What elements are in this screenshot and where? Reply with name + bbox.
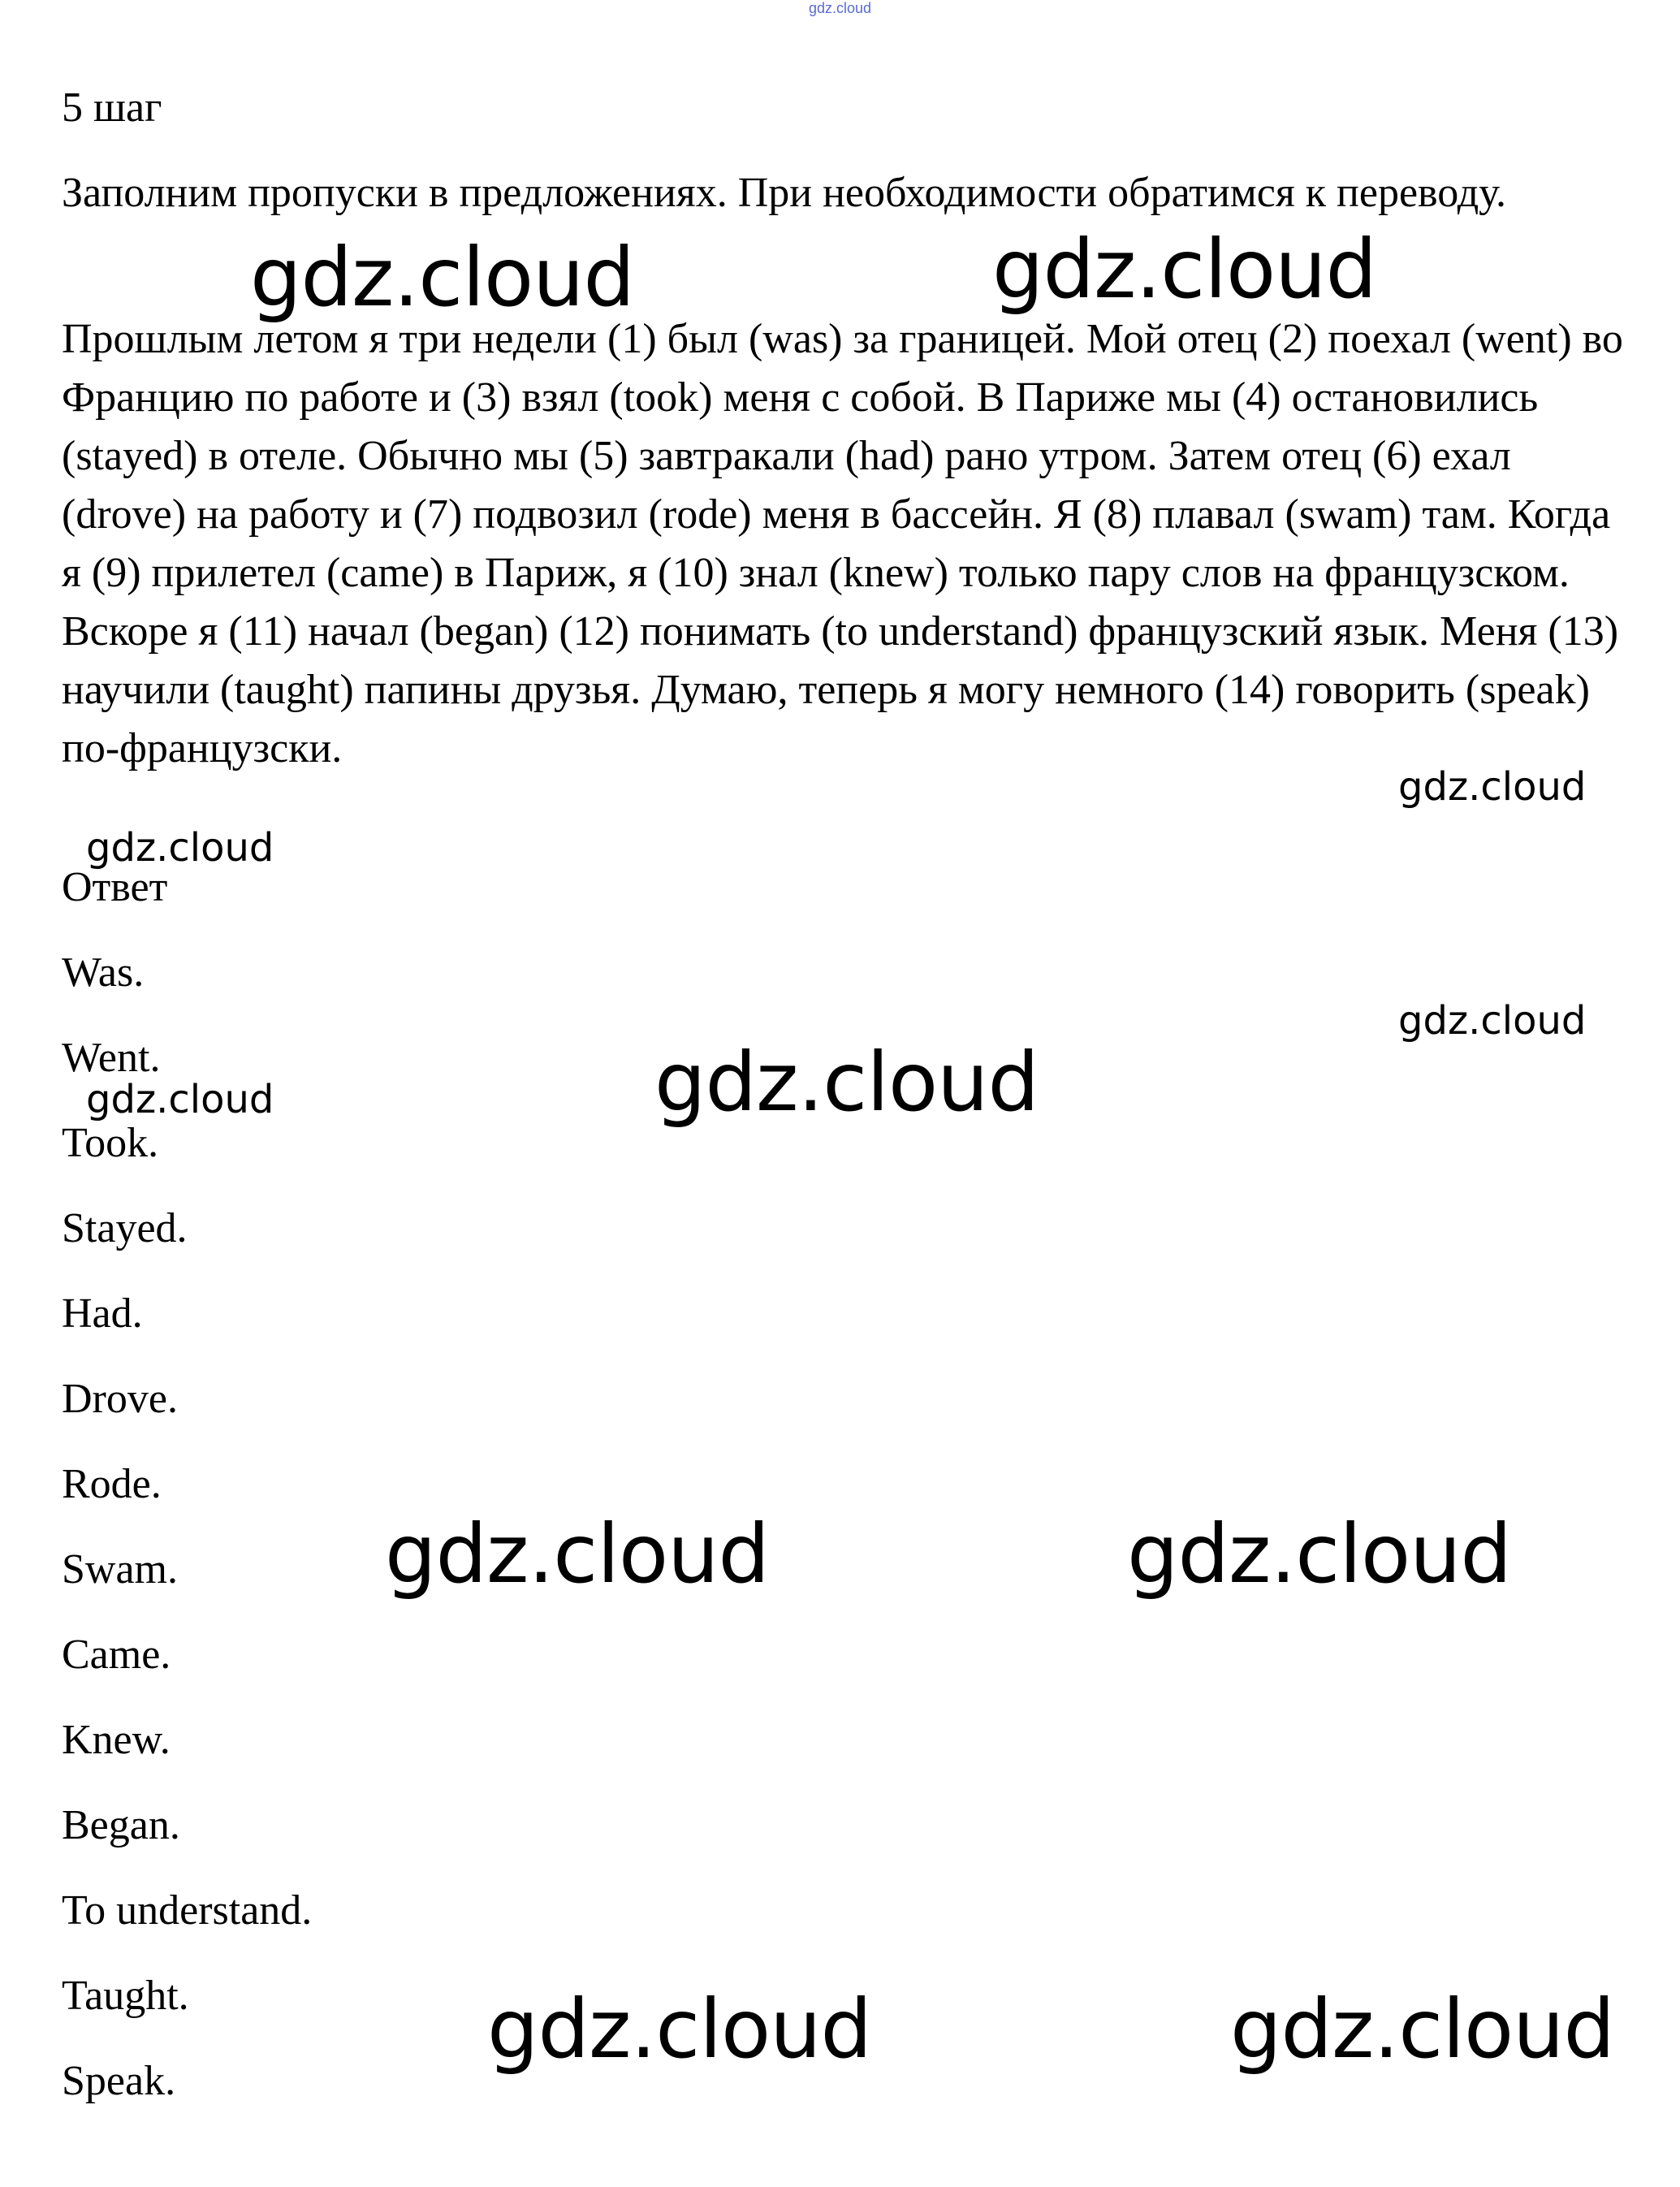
answer-item: Rode. — [62, 1461, 162, 1507]
watermark: gdz.cloud — [250, 230, 635, 325]
answer-item: Began. — [62, 1802, 180, 1848]
watermark: gdz.cloud — [86, 1077, 274, 1122]
answer-item: Went. — [62, 1035, 161, 1081]
answer-item: Knew. — [62, 1717, 171, 1763]
watermark: gdz.cloud — [1127, 1506, 1512, 1601]
watermark: gdz.cloud — [86, 825, 274, 871]
step-title: 5 шаг — [62, 84, 162, 131]
answer-list — [62, 948, 312, 2142]
answer-item: Swam. — [62, 1546, 178, 1593]
watermark: gdz.cloud — [1398, 764, 1587, 810]
answer-item: Was. — [62, 949, 145, 996]
answer-item: Taught. — [62, 1973, 189, 2019]
story-text: Прошлым летом я три недели (1) был (was) за границей. Мой отец (2) поехал (went) во Францию по работе и (3) взял (took) меня с собой. В Париже мы (4) остановились (stayed) в отеле. Обычно мы (5) завтракали (had) рано утром. Затем отец (6) ехал (drove) на работу и (7) подвозил (rode) меня в бассейн. Я (8) плавал (swam) там. Когда я (9) прилетел (came) в Париж, я (10) знал (knew) только пару слов на французском. Вскоре я (11) начал (began) (12) понимать (to understand) французский язык. Меня (13) научили (taught) папины друзья. Думаю, теперь я могу немного (14) говорить (speak) по-французски. — [62, 316, 1623, 772]
watermark: gdz.cloud — [992, 222, 1377, 317]
watermark: gdz.cloud — [1230, 1982, 1615, 2077]
instruction-text: Заполним пропуски в предложениях. При необходимости обратимся к переводу. — [62, 170, 1506, 216]
answer-item: Drove. — [62, 1376, 178, 1422]
answer-item: Had. — [62, 1290, 143, 1337]
watermark: gdz.cloud — [654, 1035, 1039, 1130]
answer-item: Came. — [62, 1632, 171, 1678]
watermark: gdz.cloud — [487, 1982, 872, 2077]
answer-item: Stayed. — [62, 1205, 188, 1251]
answer-item: Speak. — [62, 2058, 176, 2104]
answer-item: Took. — [62, 1120, 159, 1166]
answer-label: Ответ — [62, 864, 168, 910]
watermark: gdz.cloud — [385, 1506, 770, 1601]
answer-item: To understand. — [62, 1887, 313, 1934]
watermark: gdz.cloud — [1398, 998, 1587, 1044]
header-watermark: gdz.cloud — [808, 0, 872, 16]
